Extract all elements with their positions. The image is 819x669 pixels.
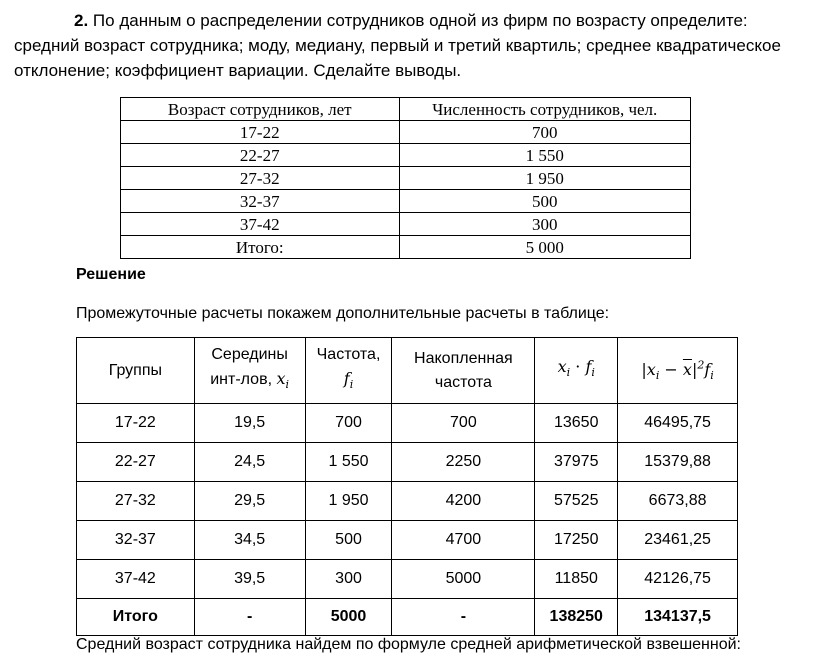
frequency-cell: 1 950	[305, 482, 392, 521]
xi-symbol: $x_i$	[276, 369, 290, 392]
deviation-cell: 42126,75	[618, 560, 738, 599]
table-total-row	[121, 236, 691, 259]
count-cell: 1 550	[399, 144, 690, 167]
group-cell: 27-32	[77, 482, 195, 521]
total-cumulative-cell: -	[392, 599, 535, 636]
product-cell: 13650	[535, 404, 618, 443]
column-header-cumulative: Накопленная частота	[392, 338, 535, 404]
deviation-cell: 46495,75	[618, 404, 738, 443]
task-statement	[14, 8, 810, 83]
product-cell: 11850	[535, 560, 618, 599]
total-label-cell: Итого:	[121, 236, 400, 259]
table-row	[77, 560, 738, 599]
frequency-cell: 500	[305, 521, 392, 560]
age-cell: 37-42	[121, 213, 400, 236]
cumulative-cell: 4200	[392, 482, 535, 521]
midpoint-cell: 19,5	[194, 404, 305, 443]
group-cell: 37-42	[77, 560, 195, 599]
xi-fi-formula: $x_i \cdot f_i$	[557, 357, 595, 380]
table-row	[77, 482, 738, 521]
deviation-cell: 6673,88	[618, 482, 738, 521]
count-cell: 500	[399, 190, 690, 213]
table-total-row	[77, 599, 738, 636]
midpoint-cell: 29,5	[194, 482, 305, 521]
calculation-table	[76, 337, 738, 636]
table-row	[121, 213, 691, 236]
table-row	[77, 404, 738, 443]
cumulative-cell: 5000	[392, 560, 535, 599]
frequency-cell: 700	[305, 404, 392, 443]
column-header-squared-deviation	[618, 338, 738, 404]
table-row	[121, 121, 691, 144]
fi-symbol: $f_i$	[343, 369, 354, 392]
age-distribution-table	[120, 97, 691, 259]
count-cell: 700	[399, 121, 690, 144]
task-text: По данным о распределении сотрудников одной из фирм по возрасту определите: средний возраст сотрудника; моду, медиану, первый и третий квартиль; среднее квадратическое отклонение; коэффициент вариации. Сделайте выводы.	[14, 11, 781, 80]
midpoint-cell: 34,5	[194, 521, 305, 560]
task-number: 2.	[74, 11, 89, 30]
midpoint-cell: 39,5	[194, 560, 305, 599]
solution-intro: Промежуточные расчеты покажем дополнительные расчеты в таблице:	[76, 305, 610, 322]
age-cell: 22-27	[121, 144, 400, 167]
cumulative-cell: 700	[392, 404, 535, 443]
squared-deviation-formula: $|x_i - \overline{x}|^2f_i$	[641, 358, 714, 382]
midpoint-cell: 24,5	[194, 443, 305, 482]
deviation-cell: 23461,25	[618, 521, 738, 560]
deviation-cell: 15379,88	[618, 443, 738, 482]
count-cell: 1 950	[399, 167, 690, 190]
product-cell: 17250	[535, 521, 618, 560]
product-cell: 37975	[535, 443, 618, 482]
total-midpoint-cell: -	[194, 599, 305, 636]
group-cell: 22-27	[77, 443, 195, 482]
total-label-cell: Итого	[77, 599, 195, 636]
column-header-age: Возраст сотрудников, лет	[121, 98, 400, 121]
column-header-midpoints: Середины инт-лов, $x_i$	[194, 338, 305, 404]
frequency-cell: 1 550	[305, 443, 392, 482]
age-cell: 17-22	[121, 121, 400, 144]
table-row	[77, 521, 738, 560]
total-frequency-cell: 5000	[305, 599, 392, 636]
total-deviation-cell: 134137,5	[618, 599, 738, 636]
column-header-count: Численность сотрудников, чел.	[399, 98, 690, 121]
table-row	[121, 144, 691, 167]
column-header-groups: Группы	[77, 338, 195, 404]
frequency-cell: 300	[305, 560, 392, 599]
solution-heading: Решение	[76, 266, 146, 283]
column-header-frequency: Частота, $f_i$	[305, 338, 392, 404]
group-cell: 32-37	[77, 521, 195, 560]
table-row	[121, 167, 691, 190]
solution-closing: Средний возраст сотрудника найдем по формуле средней арифметической взвешенной:	[76, 636, 741, 653]
column-header-product	[535, 338, 618, 404]
cumulative-cell: 2250	[392, 443, 535, 482]
product-cell: 57525	[535, 482, 618, 521]
count-cell: 300	[399, 213, 690, 236]
cumulative-cell: 4700	[392, 521, 535, 560]
age-cell: 27-32	[121, 167, 400, 190]
table-header-row	[121, 98, 691, 121]
group-cell: 17-22	[77, 404, 195, 443]
table-row	[121, 190, 691, 213]
table-header-row	[77, 338, 738, 404]
table-row	[77, 443, 738, 482]
total-product-cell: 138250	[535, 599, 618, 636]
total-count-cell: 5 000	[399, 236, 690, 259]
age-cell: 32-37	[121, 190, 400, 213]
